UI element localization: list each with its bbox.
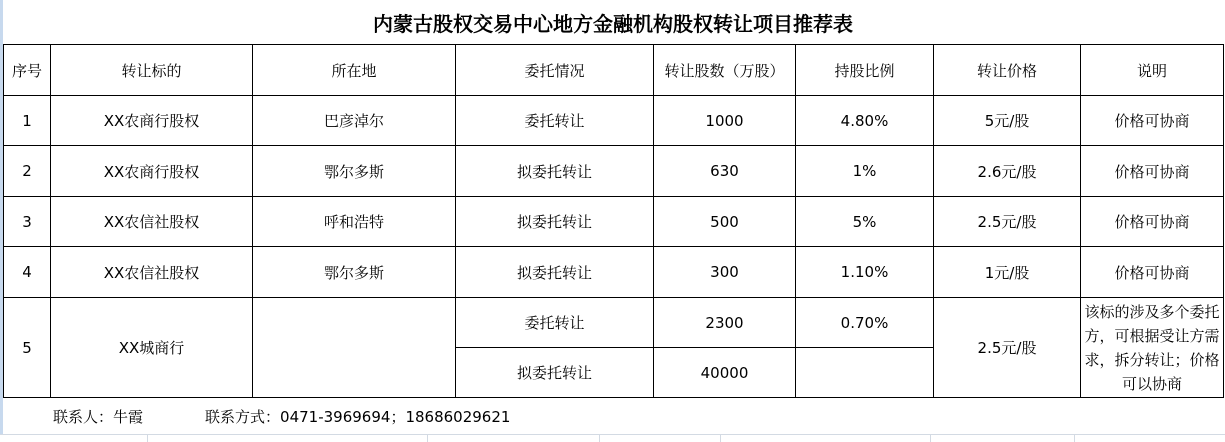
cell-no: 1: [4, 96, 51, 146]
header-target: 转让标的: [51, 45, 253, 96]
header-location: 所在地: [253, 45, 456, 96]
cell-shares: 630: [654, 146, 796, 197]
cell-ratio: 0.70%: [796, 298, 934, 348]
gridline-tick: [1074, 435, 1075, 442]
header-price: 转让价格: [934, 45, 1081, 96]
table-row-5a: [4, 298, 1224, 348]
phone-value: 0471-3969694；18686029621: [280, 407, 511, 426]
phone-label: 联系方式：: [205, 407, 281, 426]
cell-shares: 40000: [654, 348, 796, 398]
cell-entrust: 拟委托转让: [456, 146, 654, 197]
cell-shares: 300: [654, 247, 796, 298]
cell-location: 鄂尔多斯: [253, 247, 456, 298]
cell-shares: 1000: [654, 96, 796, 146]
contact-name: 牛霞: [113, 407, 144, 426]
contact-phone: [205, 406, 510, 427]
cell-price: 2.6元/股: [934, 146, 1081, 197]
cell-no: 3: [4, 197, 51, 247]
cell-price: 5元/股: [934, 96, 1081, 146]
sheet-gridlines: [0, 434, 1225, 442]
cell-ratio: 4.80%: [796, 96, 934, 146]
cell-target: XX城商行: [51, 298, 253, 398]
transfer-projects-table: [3, 44, 1224, 398]
contact-person: [53, 406, 143, 427]
contact-label: 联系人：: [53, 407, 114, 426]
cell-price: 2.5元/股: [934, 197, 1081, 247]
cell-shares: 500: [654, 197, 796, 247]
gridline-tick: [427, 435, 428, 442]
cell-note: 价格可协商: [1081, 197, 1224, 247]
cell-ratio: 5%: [796, 197, 934, 247]
cell-ratio: 1%: [796, 146, 934, 197]
gridline-tick: [599, 435, 600, 442]
cell-entrust: 拟委托转让: [456, 247, 654, 298]
cell-location: 呼和浩特: [253, 197, 456, 247]
page-title: 内蒙古股权交易中心地方金融机构股权转让项目推荐表: [373, 11, 853, 36]
contact-footer: [3, 398, 1223, 434]
cell-location: 巴彦淖尔: [253, 96, 456, 146]
cell-target: XX农信社股权: [51, 247, 253, 298]
cell-ratio: 1.10%: [796, 247, 934, 298]
cell-note: 该标的涉及多个委托方，可根据受让方需求，拆分转让；价格可以协商: [1081, 298, 1224, 398]
header-ratio: 持股比例: [796, 45, 934, 96]
gridline-tick: [930, 435, 931, 442]
cell-entrust: 拟委托转让: [456, 197, 654, 247]
cell-target: XX农信社股权: [51, 197, 253, 247]
header-shares: 转让股数（万股）: [654, 45, 796, 96]
cell-shares: 2300: [654, 298, 796, 348]
cell-note: 价格可协商: [1081, 96, 1224, 146]
cell-entrust: 委托转让: [456, 96, 654, 146]
cell-entrust: 拟委托转让: [456, 348, 654, 398]
cell-no: 5: [4, 298, 51, 398]
cell-target: XX农商行股权: [51, 96, 253, 146]
cell-no: 2: [4, 146, 51, 197]
cell-location: [253, 298, 456, 398]
gridline-tick: [147, 435, 148, 442]
cell-note: 价格可协商: [1081, 247, 1224, 298]
cell-no: 4: [4, 247, 51, 298]
cell-price: 1元/股: [934, 247, 1081, 298]
cell-price: 2.5元/股: [934, 298, 1081, 398]
table-area: [3, 0, 1223, 434]
header-entrust: 委托情况: [456, 45, 654, 96]
gridline-tick: [720, 435, 721, 442]
table-row: [4, 146, 1224, 197]
cell-note: 价格可协商: [1081, 146, 1224, 197]
header-no: 序号: [4, 45, 51, 96]
header-note: 说明: [1081, 45, 1224, 96]
table-row: [4, 197, 1224, 247]
cell-ratio: [796, 348, 934, 398]
cell-location: 鄂尔多斯: [253, 146, 456, 197]
table-row: [4, 247, 1224, 298]
cell-entrust: 委托转让: [456, 298, 654, 348]
header-row: [4, 45, 1224, 96]
table-row: [4, 96, 1224, 146]
cell-target: XX农商行股权: [51, 146, 253, 197]
